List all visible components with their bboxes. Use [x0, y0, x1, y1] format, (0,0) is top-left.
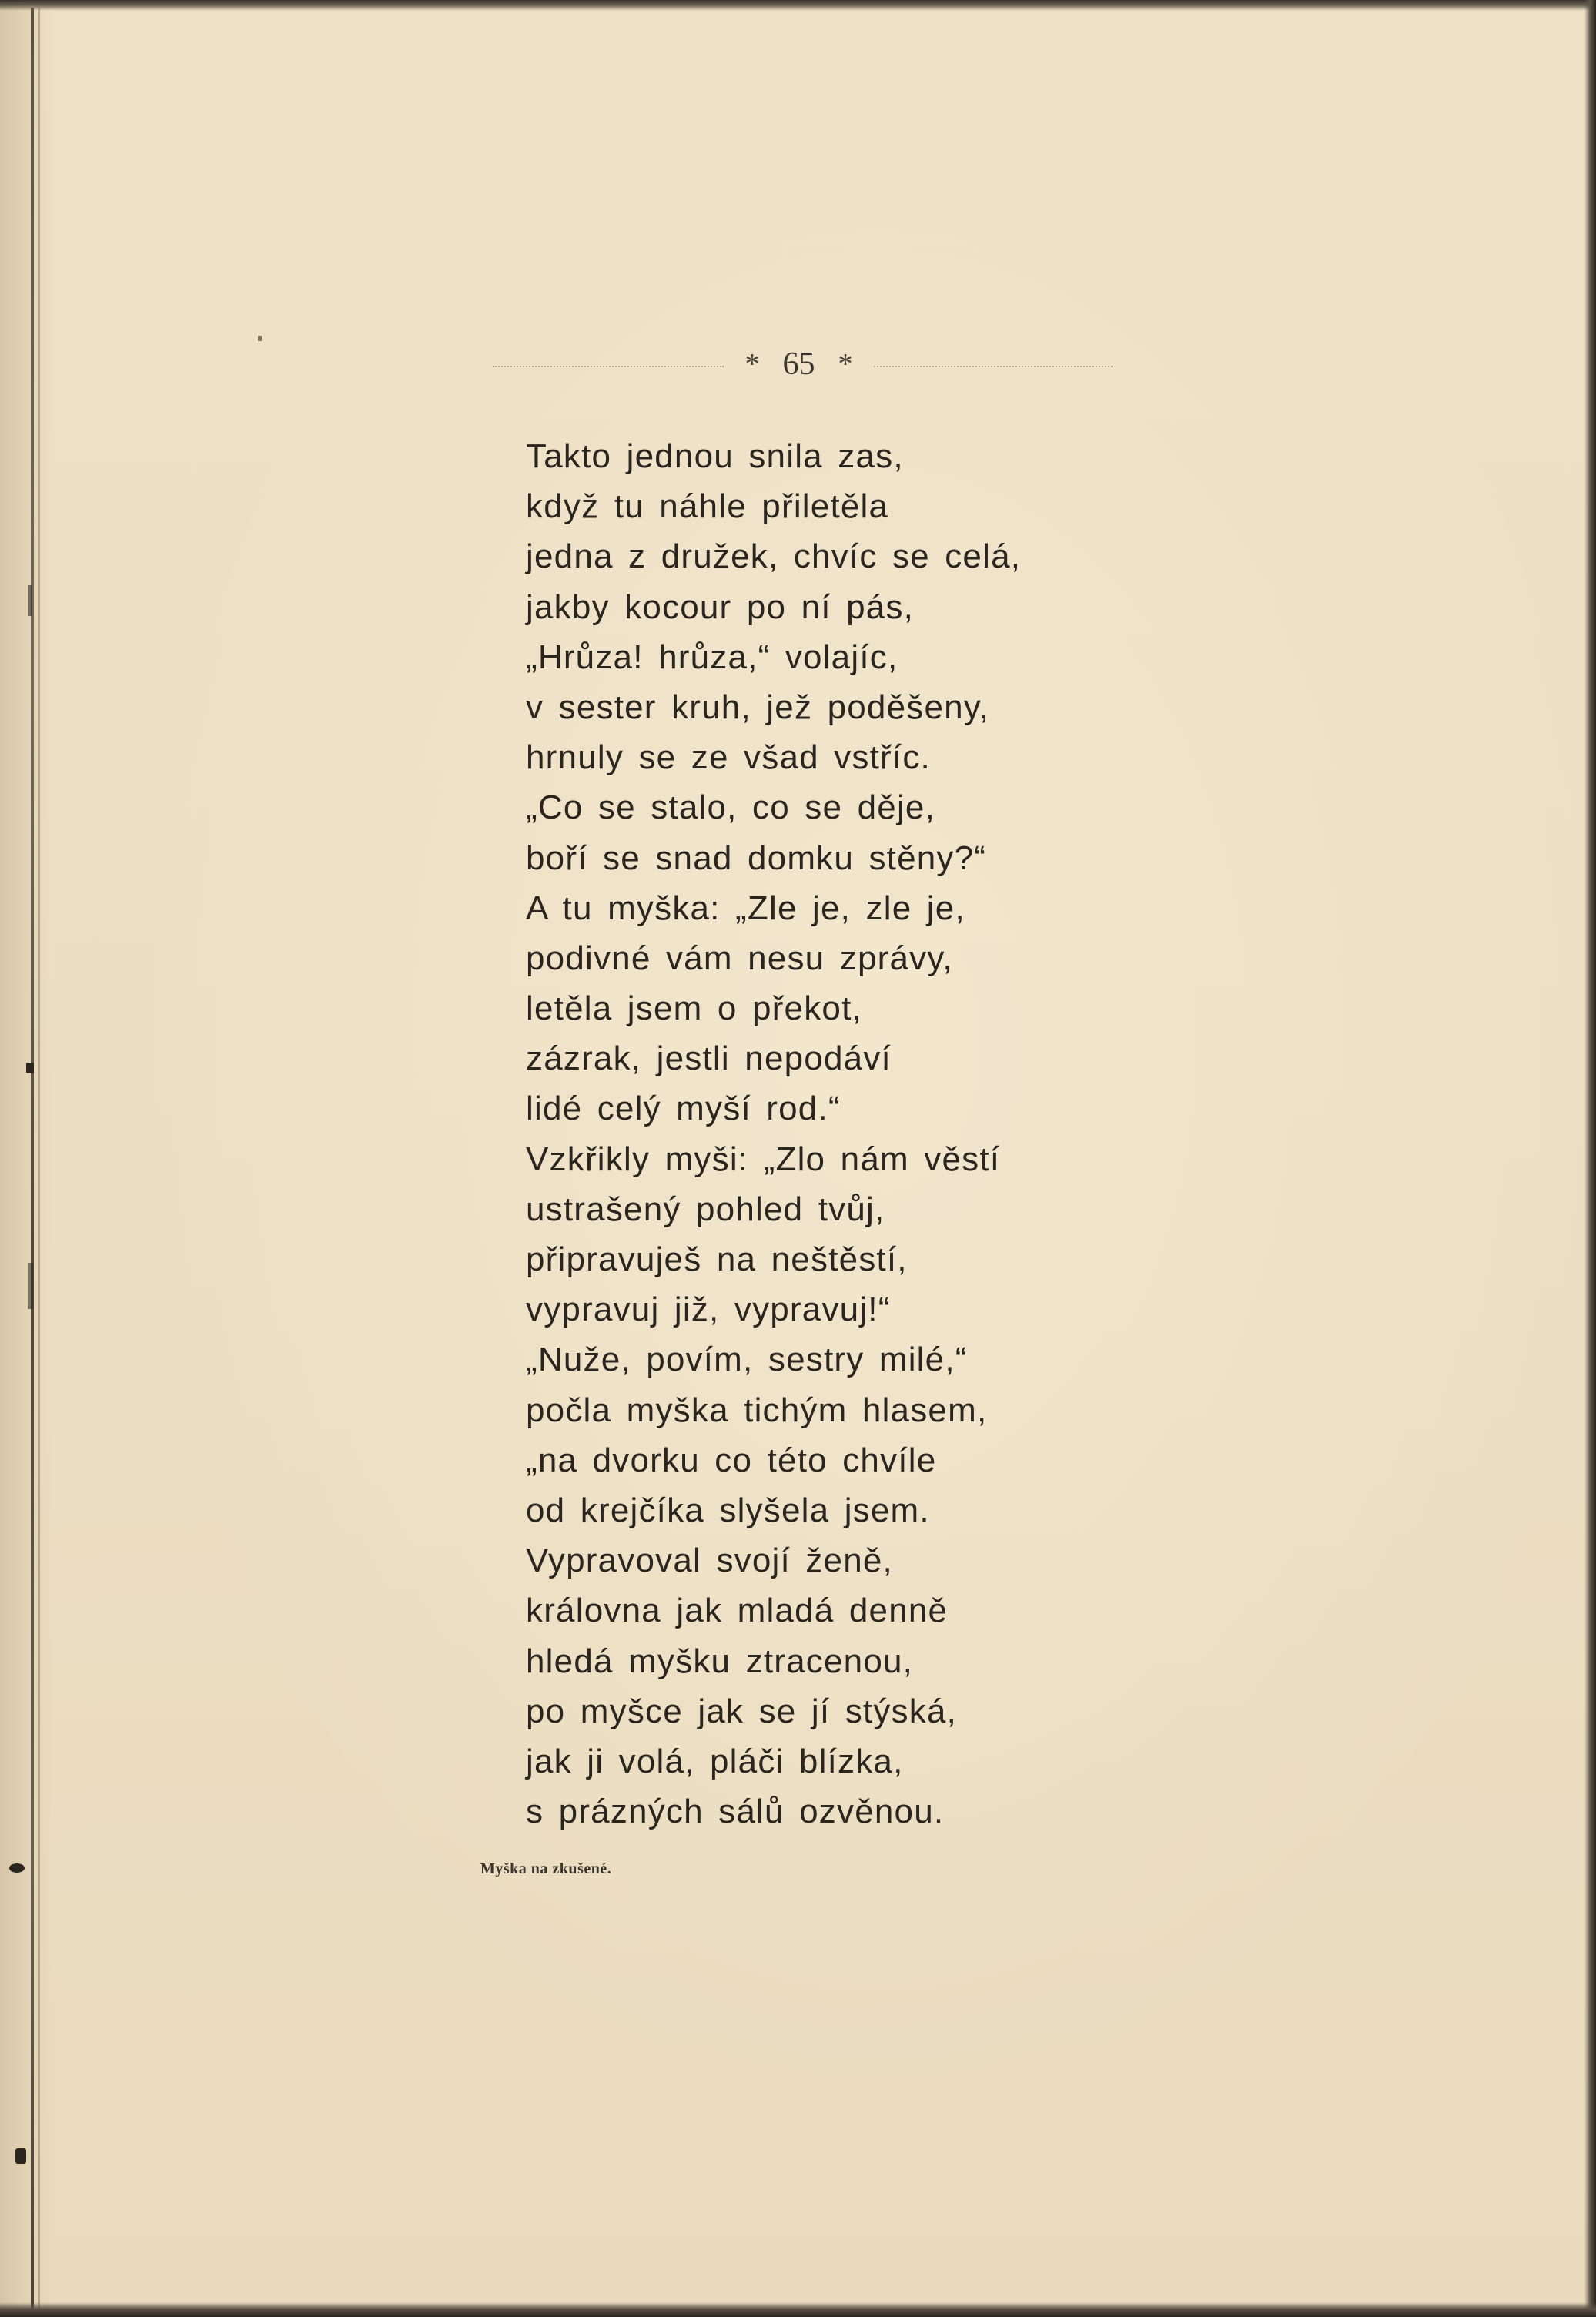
- poem-line: jedna z družek, chvíc se celá,: [526, 537, 1022, 576]
- header-rule-left: [493, 366, 724, 367]
- binding-mark: [9, 1863, 25, 1873]
- page-edge-top: [0, 0, 1596, 11]
- poem-line: ustrašený pohled tvůj,: [526, 1190, 885, 1228]
- binding-mark: [26, 1063, 34, 1073]
- binding-mark: [15, 2148, 26, 2164]
- poem-line: připravuješ na neštěstí,: [526, 1241, 908, 1278]
- poem-line: „na dvorku co této chvíle: [526, 1441, 937, 1479]
- asterisk-ornament-left: *: [744, 348, 760, 380]
- poem-line: s prázných sálů ozvěnou.: [526, 1793, 945, 1831]
- poem-line: Takto jednou snila zas,: [526, 437, 904, 475]
- poem-line: hrnuly se ze všad vstříc.: [526, 738, 931, 777]
- poem-line: od krejčíka slyšela jsem.: [526, 1491, 930, 1529]
- poem-line: počla myška tichým hlasem,: [526, 1391, 988, 1429]
- poem-line: A tu myška: „Zle je, zle je,: [526, 889, 965, 927]
- binding-edge-line-inner: [38, 8, 40, 2310]
- signature-mark: Myška na zkušené.: [480, 1860, 612, 1877]
- poem-line: „Co se stalo, co se děje,: [526, 789, 936, 827]
- poem-line: letěla jsem o překot,: [526, 989, 862, 1028]
- poem-line: když tu náhle přiletěla: [526, 487, 889, 526]
- poem-line: jak ji volá, pláči blízka,: [526, 1742, 904, 1780]
- page-edge-bottom: [0, 2302, 1596, 2317]
- poem-stanza: [526, 431, 1111, 1837]
- paper-speck: [258, 336, 262, 341]
- page-edge-right: [1584, 0, 1596, 2317]
- running-header: [724, 345, 874, 383]
- poem-line: podivné vám nesu zprávy,: [526, 939, 953, 977]
- binding-gutter: [0, 0, 54, 2317]
- poem-line: „Nuže, povím, sestry milé,“: [526, 1341, 968, 1379]
- poem-line: boří se snad domku stěny?“: [526, 839, 987, 877]
- binding-mark: [28, 585, 32, 616]
- page-number: 65: [782, 347, 815, 382]
- poem-line: královna jak mladá denně: [526, 1592, 949, 1630]
- poem-line: Vypravoval svojí ženě,: [526, 1542, 893, 1580]
- poem-line: jakby kocour po ní pás,: [526, 588, 915, 626]
- poem-line: „Hrůza! hrůza,“ volajíc,: [526, 638, 898, 676]
- poem-line: po myšce jak se jí stýská,: [526, 1692, 958, 1730]
- poem-line: hledá myšku ztracenou,: [526, 1642, 914, 1680]
- poem-line: Vzkřikly myši: „Zlo nám věstí: [526, 1140, 1001, 1178]
- poem-line: zázrak, jestli nepodáví: [526, 1040, 892, 1078]
- header-rule-right: [874, 366, 1113, 367]
- asterisk-ornament-right: *: [838, 348, 853, 380]
- poem-line: lidé celý myší rod.“: [526, 1090, 841, 1128]
- poem-line: v sester kruh, jež poděšeny,: [526, 688, 990, 726]
- binding-mark: [28, 1263, 33, 1309]
- binding-edge-line: [31, 8, 34, 2310]
- poem-line: vypravuj již, vypravuj!“: [526, 1291, 891, 1329]
